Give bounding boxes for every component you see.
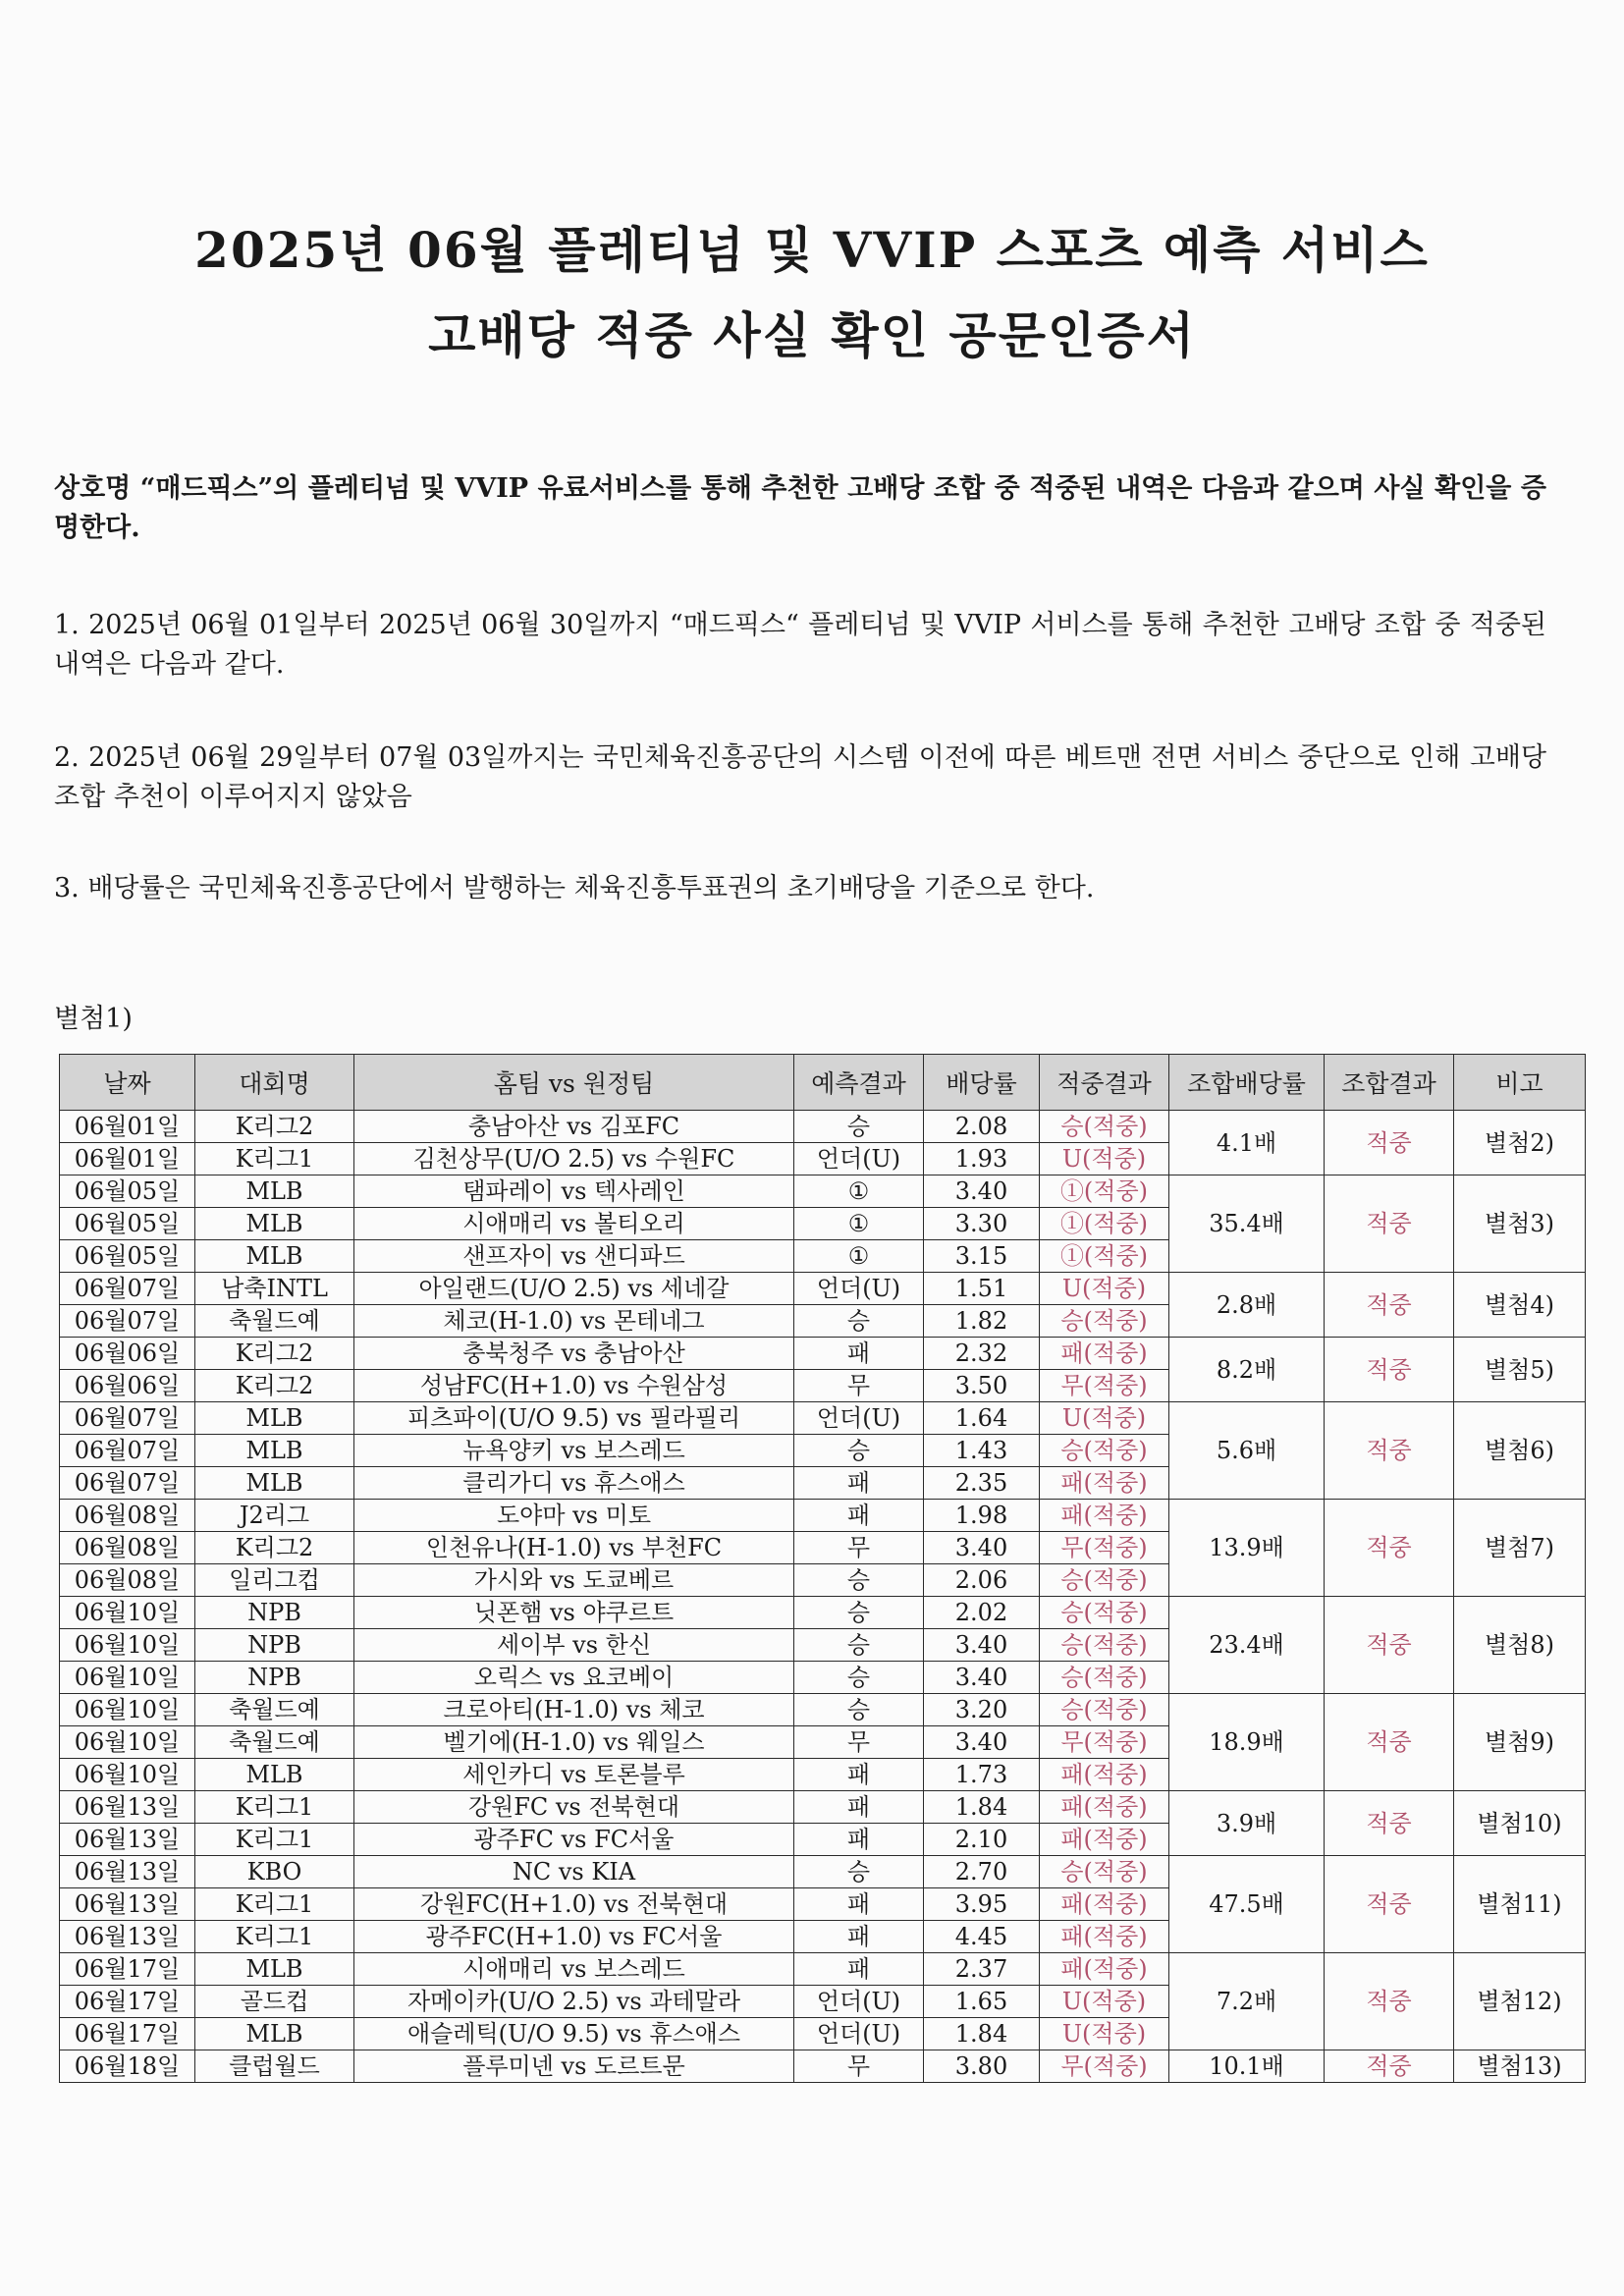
date-cell: 06월06일 — [60, 1338, 195, 1370]
table-body — [60, 1111, 1586, 2083]
prediction-cell: 승 — [794, 1597, 924, 1629]
note-cell: 별첨2) — [1454, 1111, 1586, 1175]
date-cell: 06월08일 — [60, 1564, 195, 1597]
date-cell: 06월10일 — [60, 1597, 195, 1629]
prediction-cell: 승 — [794, 1111, 924, 1143]
date-cell: 06월05일 — [60, 1175, 195, 1208]
table-header-row — [60, 1055, 1586, 1111]
prediction-cell: 승 — [794, 1435, 924, 1467]
league-cell: K리그2 — [195, 1532, 354, 1564]
league-cell: MLB — [195, 1175, 354, 1208]
date-cell: 06월01일 — [60, 1143, 195, 1175]
league-cell: K리그1 — [195, 1888, 354, 1921]
hit-result-cell: 무(적중) — [1040, 1726, 1169, 1759]
note-cell: 별첨10) — [1454, 1791, 1586, 1856]
odds-cell: 1.98 — [924, 1500, 1040, 1532]
hit-result-cell: 승(적중) — [1040, 1694, 1169, 1726]
match-cell: 시애매리 vs 보스레드 — [354, 1953, 794, 1986]
date-cell: 06월07일 — [60, 1435, 195, 1467]
odds-cell: 3.50 — [924, 1370, 1040, 1402]
table-row — [60, 1791, 1586, 1824]
date-cell: 06월05일 — [60, 1240, 195, 1273]
hit-result-cell: 패(적중) — [1040, 1953, 1169, 1986]
match-cell: 피츠파이(U/O 9.5) vs 필라필리 — [354, 1402, 794, 1435]
combo-result-cell: 적중 — [1325, 1338, 1454, 1402]
table-row — [60, 1175, 1586, 1208]
match-cell: 충남아산 vs 김포FC — [354, 1111, 794, 1143]
prediction-cell: ① — [794, 1175, 924, 1208]
league-cell: MLB — [195, 1208, 354, 1240]
match-cell: 시애매리 vs 볼티오리 — [354, 1208, 794, 1240]
match-cell: 강원FC(H+1.0) vs 전북현대 — [354, 1888, 794, 1921]
note-cell: 별첨11) — [1454, 1856, 1586, 1953]
note-cell: 별첨13) — [1454, 2050, 1586, 2083]
document-title-line2: 고배당 적중 사실 확인 공문인증서 — [428, 306, 1196, 364]
date-cell: 06월08일 — [60, 1532, 195, 1564]
league-cell: K리그2 — [195, 1111, 354, 1143]
league-cell: 클럽월드 — [195, 2050, 354, 2083]
intro-paragraph: 상호명 “매드픽스”의 플레티넘 및 VVIP 유료서비스를 통해 추천한 고배당 조합 중 적중된 내역은 다음과 같으며 사실 확인을 증명한다. — [54, 473, 1546, 543]
hit-result-cell: U(적중) — [1040, 1402, 1169, 1435]
prediction-cell: 패 — [794, 1338, 924, 1370]
combo-odds-cell: 7.2배 — [1169, 1953, 1325, 2050]
prediction-cell: 패 — [794, 1467, 924, 1500]
date-cell: 06월07일 — [60, 1273, 195, 1305]
date-cell: 06월07일 — [60, 1402, 195, 1435]
combo-result-cell: 적중 — [1325, 1597, 1454, 1694]
hit-result-cell: 승(적중) — [1040, 1111, 1169, 1143]
match-cell: 플루미넨 vs 도르트문 — [354, 2050, 794, 2083]
date-cell: 06월01일 — [60, 1111, 195, 1143]
match-cell: 뉴욕양키 vs 보스레드 — [354, 1435, 794, 1467]
odds-cell: 3.20 — [924, 1694, 1040, 1726]
hit-result-cell: ①(적중) — [1040, 1175, 1169, 1208]
date-cell: 06월13일 — [60, 1856, 195, 1888]
league-cell: 골드컵 — [195, 1986, 354, 2018]
combo-result-cell: 적중 — [1325, 1500, 1454, 1597]
match-cell: 오릭스 vs 요코베이 — [354, 1662, 794, 1694]
attachment-label: 별첨1) — [54, 1004, 133, 1034]
prediction-cell: 승 — [794, 1629, 924, 1662]
date-cell: 06월13일 — [60, 1921, 195, 1953]
document-title-line1: 2025년 06월 플레티넘 및 VVIP 스포츠 예측 서비스 — [194, 221, 1430, 279]
combo-result-cell: 적중 — [1325, 1856, 1454, 1953]
combo-result-cell: 적중 — [1325, 1953, 1454, 2050]
odds-cell: 4.45 — [924, 1921, 1040, 1953]
hit-result-cell: 패(적중) — [1040, 1791, 1169, 1824]
match-cell: 충북청주 vs 충남아산 — [354, 1338, 794, 1370]
date-cell: 06월10일 — [60, 1759, 195, 1791]
odds-cell: 2.10 — [924, 1824, 1040, 1856]
hit-result-cell: ①(적중) — [1040, 1208, 1169, 1240]
league-cell: K리그1 — [195, 1143, 354, 1175]
table-row — [60, 1111, 1586, 1143]
hit-result-cell: 패(적중) — [1040, 1467, 1169, 1500]
prediction-cell: 패 — [794, 1953, 924, 1986]
hit-result-cell: U(적중) — [1040, 1986, 1169, 2018]
league-cell: NPB — [195, 1597, 354, 1629]
league-cell: MLB — [195, 1759, 354, 1791]
date-cell: 06월17일 — [60, 2018, 195, 2050]
league-cell: 일리그컵 — [195, 1564, 354, 1597]
league-cell: K리그2 — [195, 1370, 354, 1402]
date-cell: 06월06일 — [60, 1370, 195, 1402]
league-cell: MLB — [195, 1467, 354, 1500]
league-cell: K리그1 — [195, 1921, 354, 1953]
odds-cell: 2.08 — [924, 1111, 1040, 1143]
match-cell: 벨기에(H-1.0) vs 웨일스 — [354, 1726, 794, 1759]
header-date: 날짜 — [60, 1055, 195, 1111]
match-cell: 자메이카(U/O 2.5) vs 과테말라 — [354, 1986, 794, 2018]
prediction-cell: 패 — [794, 1888, 924, 1921]
odds-cell: 1.84 — [924, 2018, 1040, 2050]
match-cell: 성남FC(H+1.0) vs 수원삼성 — [354, 1370, 794, 1402]
table-row — [60, 1338, 1586, 1370]
prediction-cell: 승 — [794, 1305, 924, 1338]
match-cell: 샌프자이 vs 샌디파드 — [354, 1240, 794, 1273]
prediction-cell: 언더(U) — [794, 2018, 924, 2050]
prediction-cell: 패 — [794, 1500, 924, 1532]
odds-cell: 1.82 — [924, 1305, 1040, 1338]
combo-result-cell: 적중 — [1325, 1111, 1454, 1175]
league-cell: J2리그 — [195, 1500, 354, 1532]
table-row — [60, 1597, 1586, 1629]
table-row — [60, 1273, 1586, 1305]
prediction-cell: 승 — [794, 1694, 924, 1726]
date-cell: 06월17일 — [60, 1953, 195, 1986]
odds-cell: 1.73 — [924, 1759, 1040, 1791]
header-league: 대회명 — [195, 1055, 354, 1111]
match-cell: 크로아티(H-1.0) vs 체코 — [354, 1694, 794, 1726]
combo-result-cell: 적중 — [1325, 1273, 1454, 1338]
table-row — [60, 1953, 1586, 1986]
hit-result-cell: 패(적중) — [1040, 1759, 1169, 1791]
match-cell: NC vs KIA — [354, 1856, 794, 1888]
league-cell: 축월드예 — [195, 1305, 354, 1338]
league-cell: NPB — [195, 1662, 354, 1694]
combo-odds-cell: 3.9배 — [1169, 1791, 1325, 1856]
league-cell: K리그1 — [195, 1824, 354, 1856]
table-row — [60, 1694, 1586, 1726]
prediction-cell: 패 — [794, 1791, 924, 1824]
league-cell: MLB — [195, 1402, 354, 1435]
date-cell: 06월10일 — [60, 1662, 195, 1694]
prediction-cell: 패 — [794, 1824, 924, 1856]
prediction-cell: 무 — [794, 2050, 924, 2083]
hit-result-cell: 승(적중) — [1040, 1305, 1169, 1338]
match-cell: 아일랜드(U/O 2.5) vs 세네갈 — [354, 1273, 794, 1305]
combo-result-cell: 적중 — [1325, 1175, 1454, 1273]
hit-result-cell: U(적중) — [1040, 1143, 1169, 1175]
clause-2: 2. 2025년 06월 29일부터 07월 03일까지는 국민체육진흥공단의 시스템 이전에 따른 베트맨 전면 서비스 중단으로 인해 고배당 조합 추천이 이루어지지 않았음 — [54, 742, 1546, 812]
combo-odds-cell: 2.8배 — [1169, 1273, 1325, 1338]
odds-cell: 3.40 — [924, 1726, 1040, 1759]
hit-result-cell: 승(적중) — [1040, 1856, 1169, 1888]
header-note: 비고 — [1454, 1055, 1586, 1111]
prediction-cell: 언더(U) — [794, 1402, 924, 1435]
header-prediction: 예측결과 — [794, 1055, 924, 1111]
hit-result-cell: 패(적중) — [1040, 1921, 1169, 1953]
note-cell: 별첨5) — [1454, 1338, 1586, 1402]
date-cell: 06월13일 — [60, 1824, 195, 1856]
league-cell: 남축INTL — [195, 1273, 354, 1305]
date-cell: 06월10일 — [60, 1726, 195, 1759]
odds-cell: 3.80 — [924, 2050, 1040, 2083]
odds-cell: 1.93 — [924, 1143, 1040, 1175]
combo-result-cell: 적중 — [1325, 1694, 1454, 1791]
hit-result-cell: 승(적중) — [1040, 1435, 1169, 1467]
combo-result-cell: 적중 — [1325, 1791, 1454, 1856]
hit-result-cell: U(적중) — [1040, 2018, 1169, 2050]
date-cell: 06월13일 — [60, 1791, 195, 1824]
league-cell: MLB — [195, 1953, 354, 1986]
league-cell: MLB — [195, 1240, 354, 1273]
odds-cell: 2.35 — [924, 1467, 1040, 1500]
note-cell: 별첨7) — [1454, 1500, 1586, 1597]
date-cell: 06월17일 — [60, 1986, 195, 2018]
match-cell: 광주FC vs FC서울 — [354, 1824, 794, 1856]
prediction-cell: 승 — [794, 1564, 924, 1597]
header-odds: 배당률 — [924, 1055, 1040, 1111]
hit-result-cell: 무(적중) — [1040, 2050, 1169, 2083]
league-cell: MLB — [195, 1435, 354, 1467]
hit-result-cell: 패(적중) — [1040, 1338, 1169, 1370]
combo-result-cell: 적중 — [1325, 2050, 1454, 2083]
header-hit-result: 적중결과 — [1040, 1055, 1169, 1111]
odds-cell: 2.06 — [924, 1564, 1040, 1597]
note-cell: 별첨12) — [1454, 1953, 1586, 2050]
header-combo-odds: 조합배당률 — [1169, 1055, 1325, 1111]
note-cell: 별첨8) — [1454, 1597, 1586, 1694]
hit-result-cell: 패(적중) — [1040, 1500, 1169, 1532]
date-cell: 06월07일 — [60, 1305, 195, 1338]
hit-result-cell: 무(적중) — [1040, 1370, 1169, 1402]
combo-odds-cell: 13.9배 — [1169, 1500, 1325, 1597]
hit-result-cell: 승(적중) — [1040, 1564, 1169, 1597]
prediction-cell: 언더(U) — [794, 1986, 924, 2018]
date-cell: 06월07일 — [60, 1467, 195, 1500]
odds-cell: 1.51 — [924, 1273, 1040, 1305]
match-cell: 세이부 vs 한신 — [354, 1629, 794, 1662]
match-cell: 도야마 vs 미토 — [354, 1500, 794, 1532]
odds-cell: 3.40 — [924, 1175, 1040, 1208]
match-cell: 세인카디 vs 토론블루 — [354, 1759, 794, 1791]
league-cell: MLB — [195, 2018, 354, 2050]
prediction-cell: ① — [794, 1208, 924, 1240]
hit-result-cell: U(적중) — [1040, 1273, 1169, 1305]
match-cell: 강원FC vs 전북현대 — [354, 1791, 794, 1824]
match-cell: 닛폰햄 vs 야쿠르트 — [354, 1597, 794, 1629]
combo-odds-cell: 47.5배 — [1169, 1856, 1325, 1953]
odds-cell: 3.40 — [924, 1532, 1040, 1564]
note-cell: 별첨3) — [1454, 1175, 1586, 1273]
league-cell: K리그2 — [195, 1338, 354, 1370]
results-table — [59, 1054, 1586, 2083]
combo-odds-cell: 8.2배 — [1169, 1338, 1325, 1402]
league-cell: KBO — [195, 1856, 354, 1888]
combo-result-cell: 적중 — [1325, 1402, 1454, 1500]
match-cell: 가시와 vs 도쿄베르 — [354, 1564, 794, 1597]
league-cell: 축월드예 — [195, 1726, 354, 1759]
hit-result-cell: 무(적중) — [1040, 1532, 1169, 1564]
odds-cell: 2.37 — [924, 1953, 1040, 1986]
prediction-cell: 언더(U) — [794, 1273, 924, 1305]
odds-cell: 2.02 — [924, 1597, 1040, 1629]
odds-cell: 2.32 — [924, 1338, 1040, 1370]
prediction-cell: 패 — [794, 1921, 924, 1953]
prediction-cell: 패 — [794, 1759, 924, 1791]
prediction-cell: 무 — [794, 1726, 924, 1759]
league-cell: NPB — [195, 1629, 354, 1662]
match-cell: 클리가디 vs 휴스애스 — [354, 1467, 794, 1500]
prediction-cell: 승 — [794, 1662, 924, 1694]
combo-odds-cell: 4.1배 — [1169, 1111, 1325, 1175]
league-cell: 축월드예 — [195, 1694, 354, 1726]
combo-odds-cell: 10.1배 — [1169, 2050, 1325, 2083]
match-cell: 인천유나(H-1.0) vs 부천FC — [354, 1532, 794, 1564]
odds-cell: 3.15 — [924, 1240, 1040, 1273]
odds-cell: 1.84 — [924, 1791, 1040, 1824]
hit-result-cell: 패(적중) — [1040, 1888, 1169, 1921]
date-cell: 06월13일 — [60, 1888, 195, 1921]
date-cell: 06월08일 — [60, 1500, 195, 1532]
hit-result-cell: 승(적중) — [1040, 1629, 1169, 1662]
table-row — [60, 1856, 1586, 1888]
match-cell: 탬파레이 vs 텍사레인 — [354, 1175, 794, 1208]
header-match: 홈팀 vs 원정팀 — [354, 1055, 794, 1111]
odds-cell: 3.40 — [924, 1662, 1040, 1694]
table-row — [60, 2050, 1586, 2083]
note-cell: 별첨6) — [1454, 1402, 1586, 1500]
hit-result-cell: 패(적중) — [1040, 1824, 1169, 1856]
prediction-cell: 언더(U) — [794, 1143, 924, 1175]
header-combo-result: 조합결과 — [1325, 1055, 1454, 1111]
date-cell: 06월18일 — [60, 2050, 195, 2083]
note-cell: 별첨4) — [1454, 1273, 1586, 1338]
date-cell: 06월10일 — [60, 1629, 195, 1662]
odds-cell: 3.95 — [924, 1888, 1040, 1921]
odds-cell: 1.65 — [924, 1986, 1040, 2018]
clause-1: 1. 2025년 06월 01일부터 2025년 06월 30일까지 “매드픽스“ 플레티넘 및 VVIP 서비스를 통해 추천한 고배당 조합 중 적중된 내역은 다음과 같다. — [54, 610, 1546, 680]
combo-odds-cell: 18.9배 — [1169, 1694, 1325, 1791]
odds-cell: 1.43 — [924, 1435, 1040, 1467]
date-cell: 06월05일 — [60, 1208, 195, 1240]
prediction-cell: 무 — [794, 1370, 924, 1402]
table-row — [60, 1402, 1586, 1435]
combo-odds-cell: 23.4배 — [1169, 1597, 1325, 1694]
combo-odds-cell: 5.6배 — [1169, 1402, 1325, 1500]
hit-result-cell: ①(적중) — [1040, 1240, 1169, 1273]
clause-3: 3. 배당률은 국민체육진흥공단에서 발행하는 체육진흥투표권의 초기배당을 기준으로 한다. — [54, 873, 1095, 903]
prediction-cell: 승 — [794, 1856, 924, 1888]
prediction-cell: 무 — [794, 1532, 924, 1564]
note-cell: 별첨9) — [1454, 1694, 1586, 1791]
prediction-cell: ① — [794, 1240, 924, 1273]
match-cell: 김천상무(U/O 2.5) vs 수원FC — [354, 1143, 794, 1175]
date-cell: 06월10일 — [60, 1694, 195, 1726]
match-cell: 애슬레틱(U/O 9.5) vs 휴스애스 — [354, 2018, 794, 2050]
combo-odds-cell: 35.4배 — [1169, 1175, 1325, 1273]
hit-result-cell: 승(적중) — [1040, 1597, 1169, 1629]
match-cell: 광주FC(H+1.0) vs FC서울 — [354, 1921, 794, 1953]
odds-cell: 1.64 — [924, 1402, 1040, 1435]
odds-cell: 2.70 — [924, 1856, 1040, 1888]
odds-cell: 3.30 — [924, 1208, 1040, 1240]
league-cell: K리그1 — [195, 1791, 354, 1824]
hit-result-cell: 승(적중) — [1040, 1662, 1169, 1694]
match-cell: 체코(H-1.0) vs 몬테네그 — [354, 1305, 794, 1338]
odds-cell: 3.40 — [924, 1629, 1040, 1662]
table-row — [60, 1500, 1586, 1532]
